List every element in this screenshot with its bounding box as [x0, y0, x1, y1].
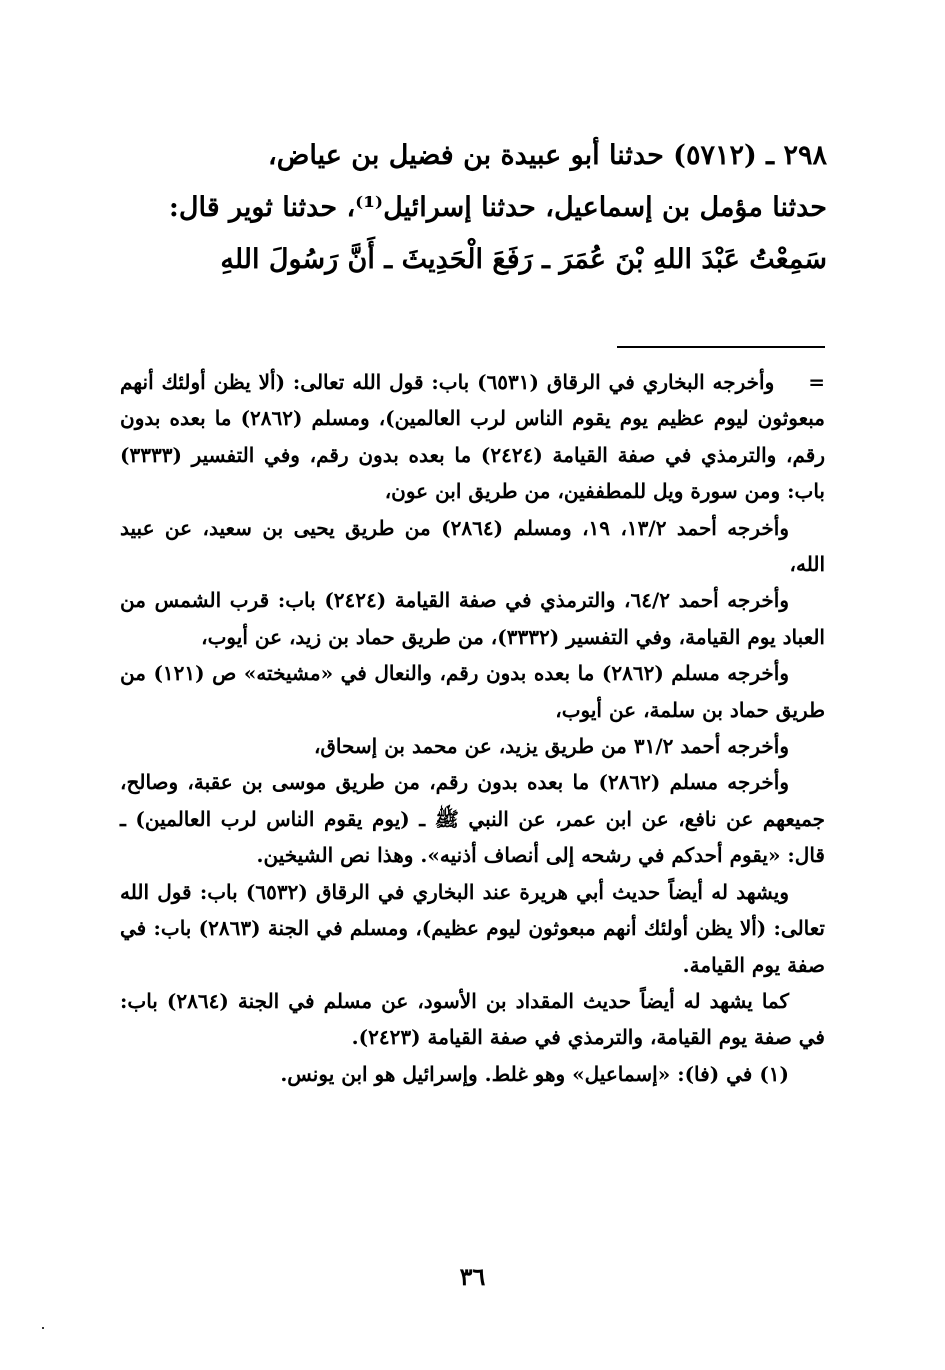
- page-number: ٣٦: [459, 1262, 486, 1291]
- scan-speck: [42, 1327, 44, 1329]
- footnote-1: (١) في (فا): «إسماعيل» وهو غلط. وإسرائيل هو ابن يونس.: [280, 1061, 789, 1086]
- footnote-paragraph: وأخرجه مسلم (٢٨٦٢) ما بعده بدون رقم، من طريق موسى بن عقبة، وصالح، جميعهم عن نافع، عن ابن عمر، عن النبي ﷺ ـ (يوم يقوم الناس لرب العالمين) ـ قال: «يقوم أحدكم في رشحه إلى أنصاف أذنيه». وهذا نص الشيخين.: [120, 770, 825, 868]
- footnote-paragraph: ويشهد له أيضاً حديث أبي هريرة عند البخاري في الرقاق (٦٥٣٢) باب: قول الله تعالى: (ألا يظن أولئك أنهم مبعوثون ليوم عظيم)، ومسلم في الجنة (٢٨٦٣) باب: في صفة يوم القيامة.: [120, 879, 825, 977]
- footnote-paragraph: كما يشهد له أيضاً حديث المقداد بن الأسود، عن مسلم في الجنة (٢٨٦٤) باب: في صفة يوم القيامة، والترمذي في صفة القيامة (٢٤٢٣).: [120, 988, 825, 1050]
- hadith-line-3: سَمِعْتُ عَبْدَ اللهِ بْنَ عُمَرَ ـ رَفَعَ الْحَدِيثَ ـ أَنَّ رَسُولَ اللهِ: [220, 244, 827, 275]
- footnote-paragraph: وأخرجه أحمد ٦٤/٢، والترمذي في صفة القيامة (٢٤٢٤) باب: قرب الشمس من العباد يوم القيامة، وفي التفسير (٣٣٣٢)، من طريق حماد بن زيد، عن أيوب،: [120, 588, 825, 649]
- footnotes-section: [120, 364, 825, 1092]
- continuation-marker: =: [808, 370, 825, 394]
- footnote-paragraph: [120, 364, 825, 510]
- footnote-paragraph: وأخرجه أحمد ٣١/٢ من طريق يزيد، عن محمد بن إسحاق،: [313, 734, 789, 759]
- footnote-paragraph-text: وأخرجه البخاري في الرقاق (٦٥٣١) باب: قول الله تعالى: (ألا يظن أولئك أنهم مبعوثون ليوم عظيم يوم يقوم الناس لرب العالمين)، ومسلم (٢٨٦٢) ما بعده بدون رقم، والترمذي في صفة القيامة (٢٤٢٤) ما بعده بدون رقم، وفي التفسير (٣٣٣٣) باب: ومن سورة ويل للمطففين، من طريق ابن عون،: [120, 370, 825, 504]
- footnote-paragraph: وأخرجه أحمد ١٣/٢، ١٩، ومسلم (٢٨٦٤) من طريق يحيى بن سعيد، عن عبيد الله،: [120, 515, 825, 577]
- hadith-text: [118, 130, 827, 286]
- hadith-line-1: ٢٩٨ ـ (٥٧١٢) حدثنا أبو عبيدة بن فضيل بن عياض،: [268, 140, 827, 171]
- footnote-separator: [617, 346, 825, 348]
- footnote-paragraph: وأخرجه مسلم (٢٨٦٢) ما بعده بدون رقم، والنعال في «مشيخته» ص (١٢١) من طريق حماد بن سلمة، عن أيوب،: [120, 661, 825, 722]
- hadith-line-2: حدثنا مؤمل بن إسماعيل، حدثنا إسرائيل⁽¹⁾، حدثنا ثوير قال:: [168, 192, 827, 223]
